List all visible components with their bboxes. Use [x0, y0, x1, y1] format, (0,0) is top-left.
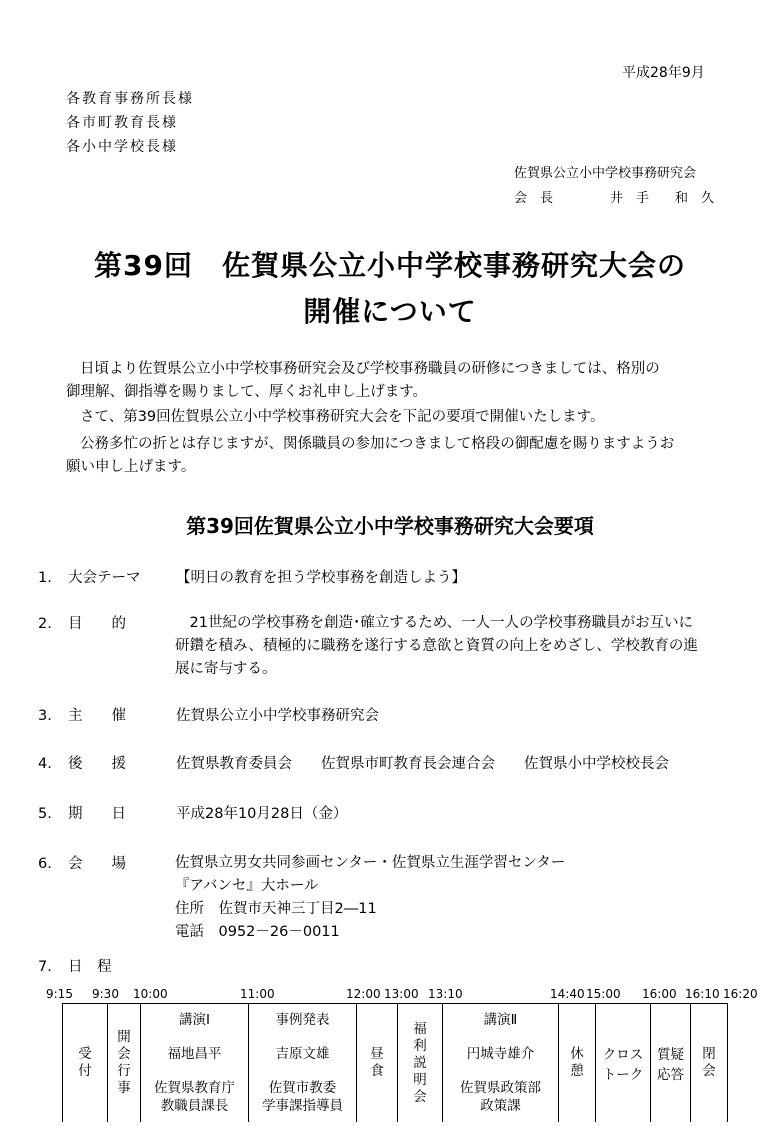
- item-content: 佐賀県公立小中学校事務研究会: [176, 708, 379, 724]
- cell-opening: 開会行事: [108, 1004, 141, 1123]
- item-number: 1.: [38, 570, 52, 586]
- document-date: 平成28年9月: [622, 65, 705, 81]
- item-number: 3.: [38, 708, 52, 724]
- item-schedule: [38, 955, 176, 976]
- body-line-4: 公務多忙の折とは存じますが、関係職員の参加につきまして格段の御配慮を賜りますようお: [80, 436, 675, 452]
- case-affiliation: 佐賀市教委 学事課指導員: [262, 1080, 343, 1114]
- item-label: 目 的: [68, 616, 126, 632]
- case-speaker: 吉原文雄: [275, 1046, 330, 1062]
- item-label: 会 場: [68, 856, 126, 872]
- schedule-time: 14:40: [550, 987, 585, 1001]
- cell-closing: 閉会: [691, 1004, 728, 1123]
- item-number: 7.: [38, 959, 52, 975]
- schedule-time: 16:20: [723, 987, 758, 1001]
- body-line-2: 御理解、御指導を賜りまして、厚くお礼申し上げます。: [66, 384, 428, 400]
- sender-organization: 佐賀県公立小中学校事務研究会: [514, 166, 697, 181]
- body-line-1: 日頃より佐賀県公立小中学校事務研究会及び学校事務職員の研修につきましては、格別の: [80, 361, 660, 377]
- lecture2-title: 講演Ⅱ: [483, 1012, 518, 1028]
- item-organizer: [38, 704, 379, 725]
- cell-break: 休憩: [559, 1004, 596, 1123]
- item-number: 5.: [38, 806, 52, 822]
- item-content: 平成28年10月28日（金）: [176, 806, 348, 822]
- item-label: 期 日: [68, 806, 126, 822]
- body-line-5: 願い申し上げます。: [66, 459, 196, 475]
- sender-title: 会 長: [514, 191, 554, 206]
- schedule-time: 9:30: [92, 987, 119, 1001]
- schedule-time: 16:00: [642, 987, 677, 1001]
- sender-name: 井 手 和 久: [610, 191, 715, 206]
- addressee-3: 各小中学校長様: [66, 139, 178, 155]
- lecture1-speaker: 福地昌平: [167, 1046, 222, 1062]
- item-number: 4.: [38, 756, 52, 772]
- cell-lecture2: [443, 1004, 559, 1123]
- item-number: 6.: [38, 856, 52, 872]
- cell-qa: 質疑 応答: [651, 1004, 691, 1123]
- purpose-line: 研鑽を積み、積極的に職務を遂行する意欲と資質の向上をめざし、学校教育の進: [175, 638, 698, 654]
- schedule-time: 9:15: [46, 987, 73, 1001]
- schedule-time: 13:00: [384, 987, 419, 1001]
- item-label: 主 催: [68, 708, 126, 724]
- schedule-time: 12:00: [346, 987, 381, 1001]
- schedule-time: 16:10: [685, 987, 720, 1001]
- addressee-1: 各教育事務所長様: [66, 91, 194, 107]
- item-purpose: [38, 612, 176, 633]
- case-title: 事例発表: [275, 1012, 330, 1028]
- schedule-time: 15:00: [586, 987, 621, 1001]
- venue-line: 佐賀県立男女共同参画センター・佐賀県立生涯学習センター: [175, 855, 566, 871]
- item-content: 【明日の教育を担う学校事務を創造しよう】: [176, 570, 466, 586]
- purpose-line: 21世紀の学校事務を創造･確立するため、一人一人の学校事務職員がお互いに: [175, 615, 694, 631]
- item-label: 日 程: [68, 959, 112, 975]
- lecture1-affiliation: 佐賀県教育庁 教職員課長: [154, 1080, 235, 1114]
- lecture2-affiliation: 佐賀県政策部 政策課: [460, 1080, 541, 1114]
- schedule-time: 13:10: [428, 987, 463, 1001]
- item-label: 大会テーマ: [68, 570, 141, 586]
- addressee-2: 各市町教育長様: [66, 115, 178, 131]
- schedule-time: 10:00: [133, 987, 168, 1001]
- item-purpose-content: [175, 612, 698, 681]
- item-venue-content: [175, 852, 565, 944]
- schedule-time: 11:00: [240, 987, 275, 1001]
- page-title-line2: 開催について: [303, 295, 477, 328]
- item-number: 2.: [38, 616, 52, 632]
- cell-reception: 受付: [63, 1004, 108, 1123]
- item-label: 後 援: [68, 756, 126, 772]
- purpose-line: 展に寄与する。: [175, 661, 277, 677]
- lecture1-title: 講演Ⅰ: [179, 1012, 210, 1028]
- cell-lunch: 昼食: [357, 1004, 398, 1123]
- page-title-line1: 第39回 佐賀県公立小中学校事務研究大会の: [94, 249, 686, 282]
- venue-line: 住所 佐賀市天神三丁目2―11: [175, 901, 377, 917]
- sender-line: [514, 187, 714, 206]
- cell-crosstalk: クロス トーク: [596, 1004, 651, 1123]
- outline-title: 第39回佐賀県公立小中学校事務研究大会要項: [186, 514, 594, 538]
- venue-line: 『アバンセ』大ホール: [175, 878, 319, 894]
- item-theme: [38, 566, 466, 587]
- schedule-table: [62, 1003, 728, 1122]
- cell-lecture1: [141, 1004, 249, 1123]
- body-line-3: さて、第39回佐賀県公立小中学校事務研究大会を下記の要項で開催いたします。: [80, 409, 605, 425]
- item-venue: [38, 852, 176, 873]
- item-support: [38, 752, 669, 773]
- item-content: 佐賀県教育委員会 佐賀県市町教育長会連合会 佐賀県小中学校校長会: [176, 756, 669, 772]
- cell-welfare: 福利説明会: [398, 1004, 443, 1123]
- venue-line: 電話 0952－26－0011: [175, 924, 340, 940]
- cell-case-presentation: [249, 1004, 357, 1123]
- lecture2-speaker: 円城寺雄介: [466, 1046, 535, 1062]
- item-date: [38, 802, 347, 823]
